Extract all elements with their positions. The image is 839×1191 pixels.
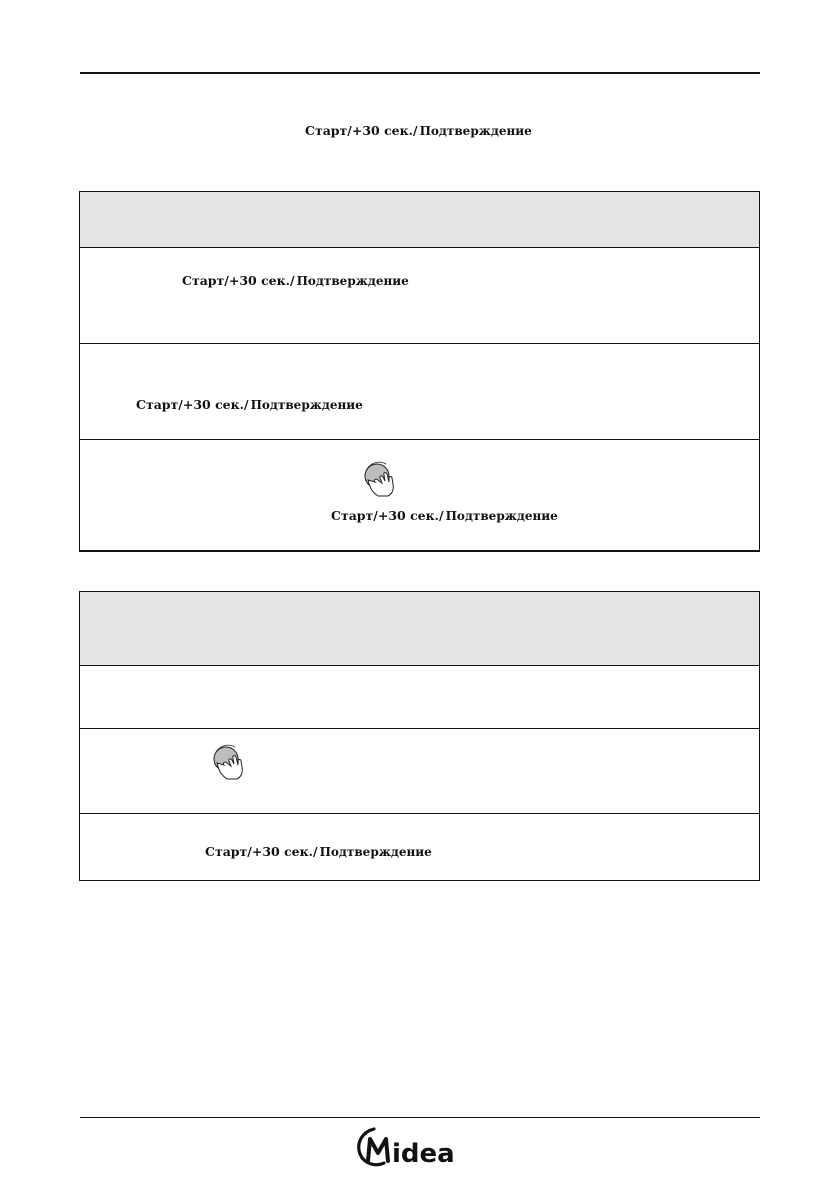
top-rule [80,72,760,74]
table-cell [80,814,760,881]
start-plus30-text: Старт/+30 сек./ [205,844,318,859]
table-row [80,344,760,440]
confirm-text: Подтверждение [250,398,363,412]
table-row [80,440,760,552]
confirm-text: Подтверждение [445,509,558,523]
table-cell [80,440,760,552]
table-row [80,666,760,729]
dial-knob-with-hand-icon [211,743,247,783]
table-header-cell [80,592,760,666]
table-cell [80,666,760,729]
table-header-row [80,192,760,248]
start-confirm-button-label [136,398,363,412]
table-header-cell [80,192,760,248]
steps-table-1 [79,191,760,552]
logo-text: idea [392,1139,455,1169]
start-confirm-button-label [331,509,558,523]
start-plus30-text: Старт/+30 сек./ [136,397,249,412]
midea-logo [356,1123,480,1171]
dial-knob-with-hand-icon [362,460,398,500]
table-cell [80,729,760,814]
start-confirm-button-label [305,124,532,138]
start-confirm-button-label [205,845,432,859]
table-cell [80,344,760,440]
table-row [80,248,760,344]
start-plus30-text: Старт/+30 сек./ [331,508,444,523]
table-cell [80,248,760,344]
start-plus30-text: Старт/+30 сек./ [305,123,418,138]
start-plus30-text: Старт/+30 сек./ [182,273,295,288]
start-confirm-button-label [182,274,409,288]
table-header-row [80,592,760,666]
confirm-text: Подтверждение [296,274,409,288]
steps-table-2 [79,591,760,881]
confirm-text: Подтверждение [419,124,532,138]
confirm-text: Подтверждение [319,845,432,859]
table-row [80,729,760,814]
bottom-rule [80,1117,760,1118]
table-row [80,814,760,881]
